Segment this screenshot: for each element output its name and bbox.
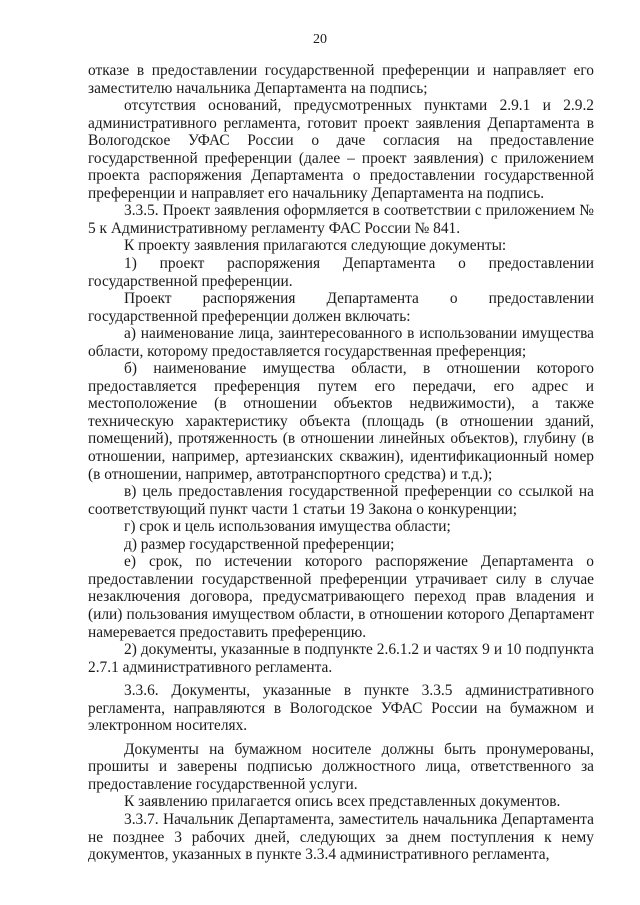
page-number: 20 [313,32,327,47]
paragraph-3-3-7: 3.3.7. Начальник Департамента, заместитель начальника Департамента не позднее 3 рабочих дней, следующих за днем поступления к нему документов, указанных в пункте 3.3.4 административного регламента, [88,810,594,864]
paragraph-item-g: г) срок и цель использования имущества области; [124,518,451,536]
paragraph-item-d: д) размер государственной преференции; [124,535,395,553]
paragraph-paper-documents: Документы на бумажном носителе должны быть пронумерованы, прошиты и заверены подписью должностного лица, ответственного за предоставление государственной услуги. [88,740,594,793]
paragraph-absence-of-grounds: отсутствия оснований, предусмотренных пунктами 2.9.1 и 2.9.2 административного регламента, готовит проект заявления Департамента в Вологодское УФАС России о даче согласия на предоставление государственной преференции (далее – проект заявления) с приложением проекта распоряжения Департамента о предоставлении государственной преференции и направляет его начальнику Департамента на подпись. [88,97,594,202]
paragraph-item-2: 2) документы, указанные в подпункте 2.6.1.2 и частях 9 и 10 подпункта 2.7.1 административного регламента. [88,641,594,676]
paragraph-item-b: б) наименование имущества области, в отношении которого предоставляется преференция путем его передачи, его адрес и местоположение (в отношении объектов недвижимости), а также техническую характеристику объекта (площадь (в отношении зданий, помещений), протяженность (в отношении линейных объектов), глубину (в отношении, например, артезианских скважин), идентификационный номер (в отношении, например, автотранспортного средства) и т.д.); [88,360,594,483]
paragraph-item-e: е) срок, по истечении которого распоряжение Департамента о предоставлении государственной преференции утрачивает силу в случае незаключения договора, предусматривающего переход прав владения и (или) пользования имуществом области, в отношении которого Департамент намеревается предоставить преференцию. [88,553,594,641]
paragraph-3-3-5: 3.3.5. Проект заявления оформляется в соответствии с приложением № 5 к Административному регламенту ФАС России № 841. [88,202,594,237]
paragraph-attached-documents-intro: К проекту заявления прилагаются следующие документы: [124,237,507,255]
paragraph-item-1: 1) проект распоряжения Департамента о предоставлении государственной преференции. [88,255,594,290]
paragraph-3-3-6: 3.3.6. Документы, указанные в пункте 3.3.5 административного регламента, направляются в Вологодское УФАС России на бумажном и электронном носителях. [88,682,594,735]
paragraph-inventory: К заявлению прилагается опись всех представленных документов. [124,793,561,811]
paragraph-refusal-continuation: отказе в предоставлении государственной преференции и направляет его заместителю начальника Департамента на подпись; [88,62,594,97]
document-body [88,62,594,864]
paragraph-item-v: в) цель предоставления государственной преференции со ссылкой на соответствующий пункт части 1 статьи 19 Закона о конкуренции; [88,483,594,518]
paragraph-item-a: а) наименование лица, заинтересованного в использовании имущества области, которому предоставляется государственная преференция; [88,325,594,360]
paragraph-draft-order-contents: Проект распоряжения Департамента о предоставлении государственной преференции должен включать: [88,290,594,325]
